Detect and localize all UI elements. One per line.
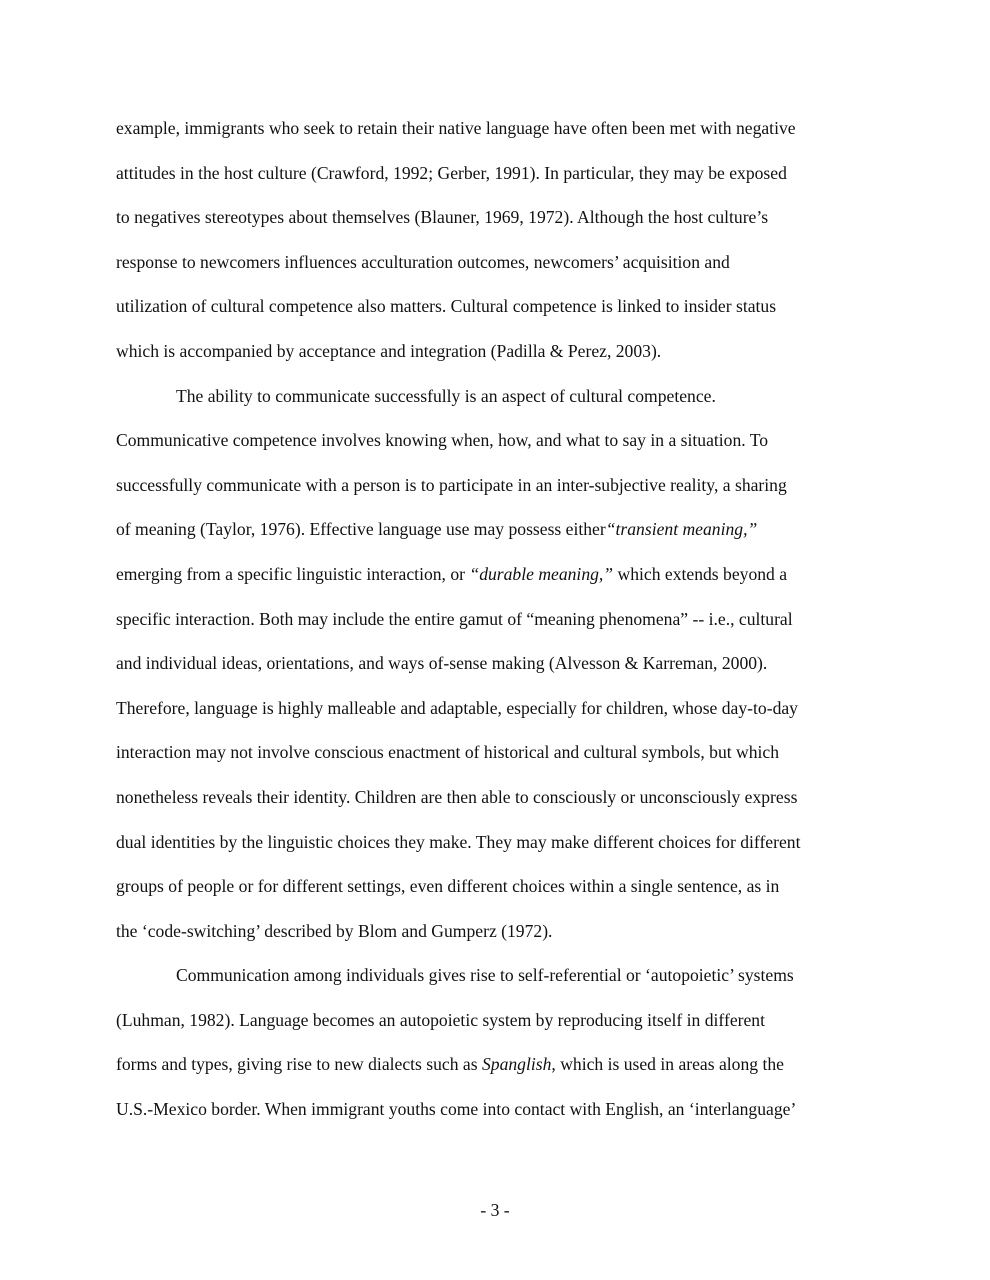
page-number: - 3 - [480,1200,510,1220]
text-line: interaction may not involve conscious enactment of historical and cultural symbols, but which [116,742,780,763]
text-line: Therefore, language is highly malleable and adaptable, especially for children, whose day-to-day [116,697,798,718]
text-line: the ‘code-switching’ described by Blom and Gumperz (1972). [116,920,553,941]
paragraph-2 [116,374,876,954]
text-line: (Luhman, 1982). Language becomes an autopoietic system by reproducing itself in different [116,1009,765,1030]
text-line: to negatives stereotypes about themselves (Blauner, 1969, 1972). Although the host culture’s [116,207,769,228]
text-line: groups of people or for different settings, even different choices within a single sentence, as in [116,876,780,897]
text-segment: which extends beyond a [613,563,788,584]
italic-term: Spanglish, [481,1054,556,1075]
text-line: attitudes in the host culture (Crawford, 1992; Gerber, 1991). In particular, they may be exposed [116,162,787,183]
text-line: example, immigrants who seek to retain their native language have often been met with negative [116,118,796,138]
text-line [116,507,876,552]
text-line: response to newcomers influences acculturation outcomes, newcomers’ acquisition and [116,251,730,272]
text-line: The ability to communicate successfully is an aspect of cultural competence. [176,385,716,406]
text-line [116,1042,876,1087]
text-segment: forms and types, giving rise to new dialects such as [116,1054,482,1075]
text-line [116,552,876,597]
text-line: which is accompanied by acceptance and integration (Padilla & Perez, 2003). [116,340,662,361]
paragraph-1 [116,106,876,374]
body-text [116,106,876,1132]
text-line: Communicative competence involves knowing when, how, and what to say in a situation. To [116,430,769,451]
text-segment: emerging from a specific linguistic interaction, or [116,563,470,584]
text-line: dual identities by the linguistic choices they make. They may make different choices for different [116,831,801,852]
italic-term: “durable meaning,” [469,563,614,584]
text-segment: of meaning (Taylor, 1976). Effective language use may possess either [116,519,606,540]
text-line: nonetheless reveals their identity. Children are then able to consciously or unconsciously express [116,786,798,807]
text-segment: which is used in areas along the [555,1054,784,1075]
italic-term: “transient meaning,” [605,519,758,540]
text-line: successfully communicate with a person is to participate in an inter-subjective reality, a sharing [116,474,787,495]
text-line: utilization of cultural competence also matters. Cultural competence is linked to insider status [116,296,777,317]
text-line: Communication among individuals gives rise to self-referential or ‘autopoietic’ systems [176,965,794,986]
text-line: U.S.-Mexico border. When immigrant youths come into contact with English, an ‘interlanguage’ [116,1099,797,1120]
paragraph-3 [116,953,876,1131]
text-line: specific interaction. Both may include the entire gamut of “meaning phenomena” -- i.e., cultural [116,608,793,629]
text-line: and individual ideas, orientations, and ways of-sense making (Alvesson & Karreman, 2000). [116,653,768,674]
